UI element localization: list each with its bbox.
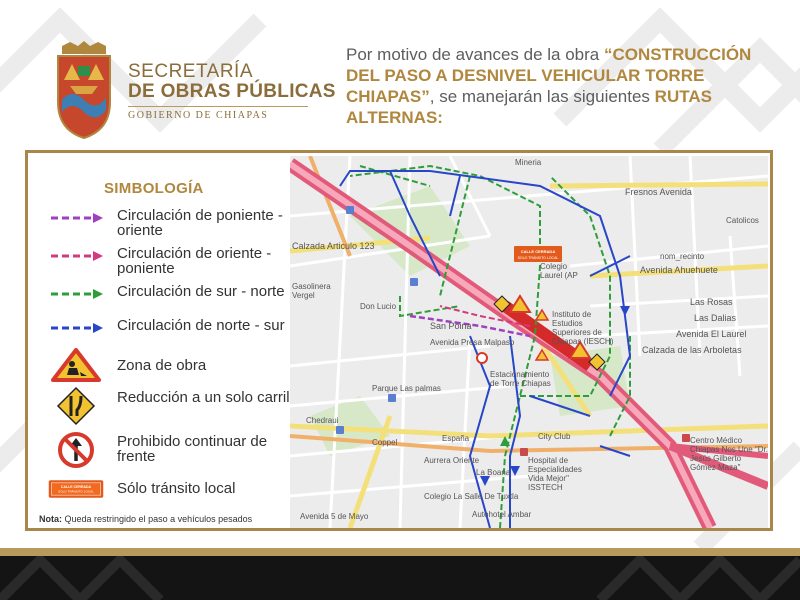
road-sign-text-2: SOLO TRÁNSITO LOCAL — [58, 489, 94, 494]
map-label: Calzada de las Arboletas — [642, 345, 742, 355]
legend-note — [39, 514, 252, 524]
footer-gold-band — [0, 548, 800, 556]
legend-item-norte-sur — [37, 318, 289, 352]
map-road-sign-text-1: CALLE CERRADA — [520, 249, 556, 254]
map-label: Las Dalias — [694, 313, 737, 323]
map-label: San Poina — [430, 321, 472, 331]
map-label: Catolicos — [726, 216, 759, 225]
map-label: nom_recinto — [660, 252, 705, 261]
road-closed-sign-icon — [47, 476, 105, 502]
legend-label: Circulación de oriente - poniente — [117, 245, 272, 277]
map-label: City Club — [538, 432, 571, 441]
map-label: Autohotel Ambar — [472, 510, 532, 519]
map-road-sign-text-2: SOLO TRÁNSITO LOCAL — [517, 256, 559, 260]
note-text: Queda restringido el paso a vehículos pesados — [64, 514, 253, 524]
map-label: Colegio La Salle De Tuxtla — [424, 492, 519, 501]
lane-reduction-sign-icon — [47, 386, 105, 426]
agency-divider — [128, 106, 308, 107]
notice-routes: RUTAS ALTERNAS: — [346, 87, 712, 127]
legend-label: Circulación de poniente - oriente — [117, 207, 283, 239]
legend-item-zona-obra — [37, 348, 289, 384]
road-closed-sign-icon — [514, 246, 562, 262]
notice-text — [346, 44, 766, 128]
road-sign-text-1: CALLE CERRADA — [60, 485, 92, 490]
map-label: Avenida 5 de Mayo — [300, 512, 369, 521]
map-label: Avenida El Laurel — [676, 329, 747, 339]
map-label: Estacionamiento de Torre Chiapas — [490, 370, 551, 388]
notice-part2: , se manejarán las siguientes — [429, 87, 650, 106]
agency-line1: SECRETARÍA — [128, 61, 254, 82]
legend-item-solo-local — [37, 476, 289, 502]
note-label: Nota: — [39, 514, 62, 524]
map-label: Hospital de Especialidades Vida Mejor" ISSTECH — [528, 456, 582, 492]
map-label: Calzada Articulo 123 — [292, 241, 375, 251]
map-label: Don Lucio — [360, 302, 397, 311]
legend-label: Sólo tránsito local — [117, 480, 236, 497]
legend — [31, 156, 289, 528]
route-map[interactable] — [290, 156, 768, 528]
footer — [0, 556, 800, 600]
legend-label: Prohibido continuar de frente — [117, 433, 268, 465]
agency-line2: DE OBRAS PÚBLICAS — [128, 81, 336, 102]
chiapas-coat-of-arms-icon — [52, 40, 116, 140]
footer-pattern — [0, 556, 800, 600]
map-label: Chedraui — [306, 416, 339, 425]
map-label: Las Rosas — [690, 297, 733, 307]
legend-title: SIMBOLOGÍA — [104, 180, 204, 197]
legend-item-poniente-oriente — [37, 208, 289, 242]
map-label: Centro Médico Chiapas Nos Une "Dr. Jesús Gilberto Gómez Maza" — [690, 436, 768, 472]
agency-line3: GOBIERNO DE CHIAPAS — [128, 110, 269, 121]
notice-project: “CONSTRUCCIÓN DEL PASO A DESNIVEL VEHICULAR TORRE CHIAPAS” — [346, 45, 752, 106]
map-label: Mineria — [515, 158, 542, 167]
notice-part1: Por motivo de avances de la obra — [346, 45, 600, 64]
map-label: Gasolinera Vergel — [292, 282, 331, 300]
map-label: España — [442, 434, 470, 443]
purple-dashed-arrow-icon — [47, 208, 105, 242]
men-at-work-sign-icon — [47, 348, 105, 384]
legend-label: Zona de obra — [117, 357, 207, 374]
map-label: Coppel — [372, 438, 398, 447]
legend-item-reduccion — [37, 386, 289, 426]
no-straight-ahead-sign-icon — [47, 430, 105, 470]
legend-item-prohibido — [37, 430, 289, 470]
legend-label: Circulación de norte - sur — [117, 317, 285, 334]
map-label: Fresnos Avenida — [625, 187, 692, 197]
map-label: Instituto de Estudios Superiores de Chiapas (IESCH) — [552, 310, 614, 346]
legend-label: Reducción a un solo carril — [117, 389, 290, 406]
legend-item-oriente-poniente — [37, 246, 289, 280]
main-panel — [25, 150, 773, 531]
map-label: La Boana — [476, 468, 511, 477]
map-label: Avenida Ahuehuete — [640, 265, 718, 275]
agency-name — [128, 62, 336, 121]
no-straight-ahead-sign-icon — [477, 353, 487, 363]
legend-item-sur-norte — [37, 284, 289, 318]
map-label: Parque Las palmas — [372, 384, 441, 393]
legend-label: Circulación de sur - norte — [117, 283, 285, 300]
pink-dashed-arrow-icon — [47, 246, 105, 280]
map-label: Avenida Presa Malpaso — [430, 338, 515, 347]
blue-dashed-arrow-icon — [47, 318, 105, 352]
map-label: Aurrera Oriente — [424, 456, 480, 465]
green-dashed-arrow-icon — [47, 284, 105, 318]
map-label: Colegio Laurel (AP — [540, 262, 578, 280]
header — [0, 0, 800, 150]
